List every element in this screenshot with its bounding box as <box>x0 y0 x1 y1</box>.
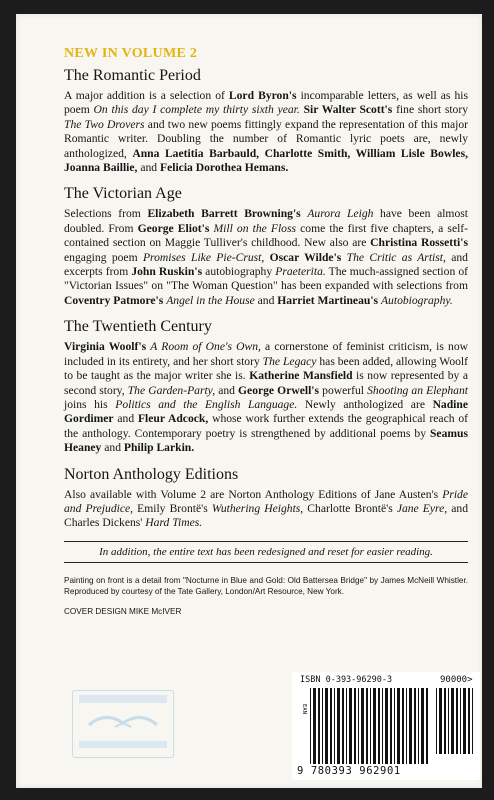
text-run: A major addition is a selection of <box>64 89 229 102</box>
author-name: Anna Laetitia Barbauld, Charlotte Smith, William Lisle Bowles, Joanna Baillie, <box>64 146 468 175</box>
text-run: and <box>254 293 278 307</box>
section-romantic <box>64 67 468 175</box>
romantic-paragraph <box>64 89 468 175</box>
section-twentieth <box>64 318 468 455</box>
twentieth-heading: The Twentieth Century <box>64 318 212 336</box>
author-name: Coventry Patmore's <box>64 293 164 307</box>
text-run: Emily Brontë's <box>133 501 212 515</box>
section-norton-editions <box>64 466 468 531</box>
author-name: Philip Larkin. <box>123 441 195 455</box>
price-barcode <box>436 688 474 754</box>
text-run: and excerpts from <box>64 250 468 279</box>
author-name: George Orwell's <box>238 383 320 397</box>
text-run: and <box>215 383 239 397</box>
author-name: Harriet Martineau's <box>277 293 379 307</box>
norton-heading: Norton Anthology Editions <box>64 465 239 483</box>
author-name: Nadine Gordimer <box>64 397 468 426</box>
work-title: Politics and the English Language. <box>115 397 298 411</box>
redesign-note: In addition, the entire text has been redesigned and reset for easier reading. <box>64 541 468 563</box>
work-title: A Room of One's Own, <box>150 340 261 354</box>
author-name: John Ruskin's <box>131 265 203 279</box>
author-name: George Eliot's <box>137 221 210 235</box>
author-name: Oscar Wilde's <box>269 250 342 264</box>
text-run: whose work further extends the geographical reach of the anthology. Contemporary poetry is strengthened by additional poems by <box>64 412 468 440</box>
work-title: The Critic as Artist, <box>346 250 446 264</box>
text-run: and <box>137 161 160 175</box>
new-in-volume-heading: NEW IN VOLUME 2 <box>64 46 198 61</box>
isbn-label: ISBN 0-393-96290-3 <box>300 675 393 685</box>
work-title: Hard Times. <box>145 516 203 530</box>
text-run: fine short story <box>392 103 469 117</box>
work-title: Angel in the House <box>166 293 255 307</box>
text-run: and two new poems fittingly expand the representation of this major Romantic writer. Doubling the number of Romantic lyric poets are, newly anthologized, <box>64 117 469 160</box>
norton-paragraph <box>64 488 468 531</box>
price-code: 90000> <box>440 675 473 685</box>
logo-top-band <box>79 695 167 703</box>
text-run: joins his <box>64 397 116 411</box>
author-name: Katherine Mansfield <box>249 369 353 383</box>
work-title: Aurora Leigh <box>307 207 374 221</box>
ean-barcode <box>310 688 430 764</box>
author-name: Seamus Heaney <box>64 426 468 455</box>
barcode-digits: 9 780393 962901 <box>297 765 401 777</box>
work-title: Promises Like Pie-Crust, <box>142 250 265 264</box>
victorian-paragraph <box>64 207 468 308</box>
work-title: On this day I complete my thirty sixth year. <box>93 103 300 117</box>
author-name: Christina Rossetti's <box>370 236 468 250</box>
text-run: autobiography <box>202 265 276 279</box>
text-run: have been almost doubled. From <box>64 207 468 235</box>
text-run: Charlotte Brontë's <box>303 501 397 515</box>
text-run: and <box>101 441 124 455</box>
text-run: incomparable letters, as well as his poem <box>64 89 468 117</box>
text-run: Newly anthologized are <box>297 397 433 411</box>
work-title: Autobiography. <box>380 293 453 307</box>
victorian-heading: The Victorian Age <box>64 185 182 203</box>
work-title: Praeterita. <box>275 265 326 279</box>
author-name: Lord Byron's <box>228 89 297 102</box>
text-run: has been added, allowing Woolf to be taught as the major writer she is. <box>64 354 469 383</box>
text-run: Selections from <box>64 207 148 221</box>
work-title: Pride and Prejudice, <box>64 487 468 515</box>
text-run: The much-assigned section of "Victorian Issues" on "The Woman Question" has been expanded with selections from <box>64 265 468 293</box>
author-name: Elizabeth Barrett Browning's <box>147 207 301 221</box>
cover-text-block <box>64 46 468 619</box>
twentieth-paragraph <box>64 340 468 455</box>
text-run: come the first five chapters, a self-contained section on Maggie Tulliver's childhood. New also are <box>64 221 469 250</box>
text-run: a cornerstone of feminist criticism, is now included in its entirety, and her short story <box>64 340 468 368</box>
work-title: Jane Eyre, <box>396 501 448 515</box>
author-name: Felicia Dorothea Hemans. <box>160 161 289 175</box>
seagull-icon <box>85 709 161 733</box>
work-title: Shooting an Elephant <box>367 383 468 397</box>
text-run: and <box>113 412 138 426</box>
section-victorian <box>64 185 468 308</box>
author-name: Fleur Adcock, <box>137 412 209 426</box>
author-name: Sir Walter Scott's <box>303 103 393 117</box>
text-run: Also available with Volume 2 are Norton Anthology Editions of Jane Austen's <box>64 487 443 501</box>
text-run: powerful <box>319 383 368 397</box>
work-title: The Garden-Party, <box>127 383 216 397</box>
romantic-heading: The Romantic Period <box>64 67 201 84</box>
work-title: Mill on the Floss <box>213 221 297 235</box>
work-title: Wuthering Heights, <box>211 501 304 515</box>
cover-paper <box>16 14 482 788</box>
text-run: is now represented by a second story, <box>64 369 468 397</box>
text-run: and Charles Dickens' <box>64 501 468 530</box>
text-run: engaging poem <box>64 250 143 264</box>
work-title: The Legacy <box>262 354 317 368</box>
author-name: Virginia Woolf's <box>64 340 147 354</box>
publisher-logo <box>72 690 174 758</box>
ean-label: EAN <box>301 704 307 714</box>
cover-design-credit: COVER DESIGN MIKE McIVER <box>64 606 182 616</box>
work-title: The Two Drovers <box>64 117 145 131</box>
painting-credit: Painting on front is a detail from "Nocturne in Blue and Gold: Old Battersea Bridge" by James McNeill Whistler. Reproduced by courtesy of the Tate Gallery, London/Art Resource, New York. <box>64 575 468 596</box>
logo-bottom-band <box>79 741 167 748</box>
barcode-block <box>292 672 480 780</box>
